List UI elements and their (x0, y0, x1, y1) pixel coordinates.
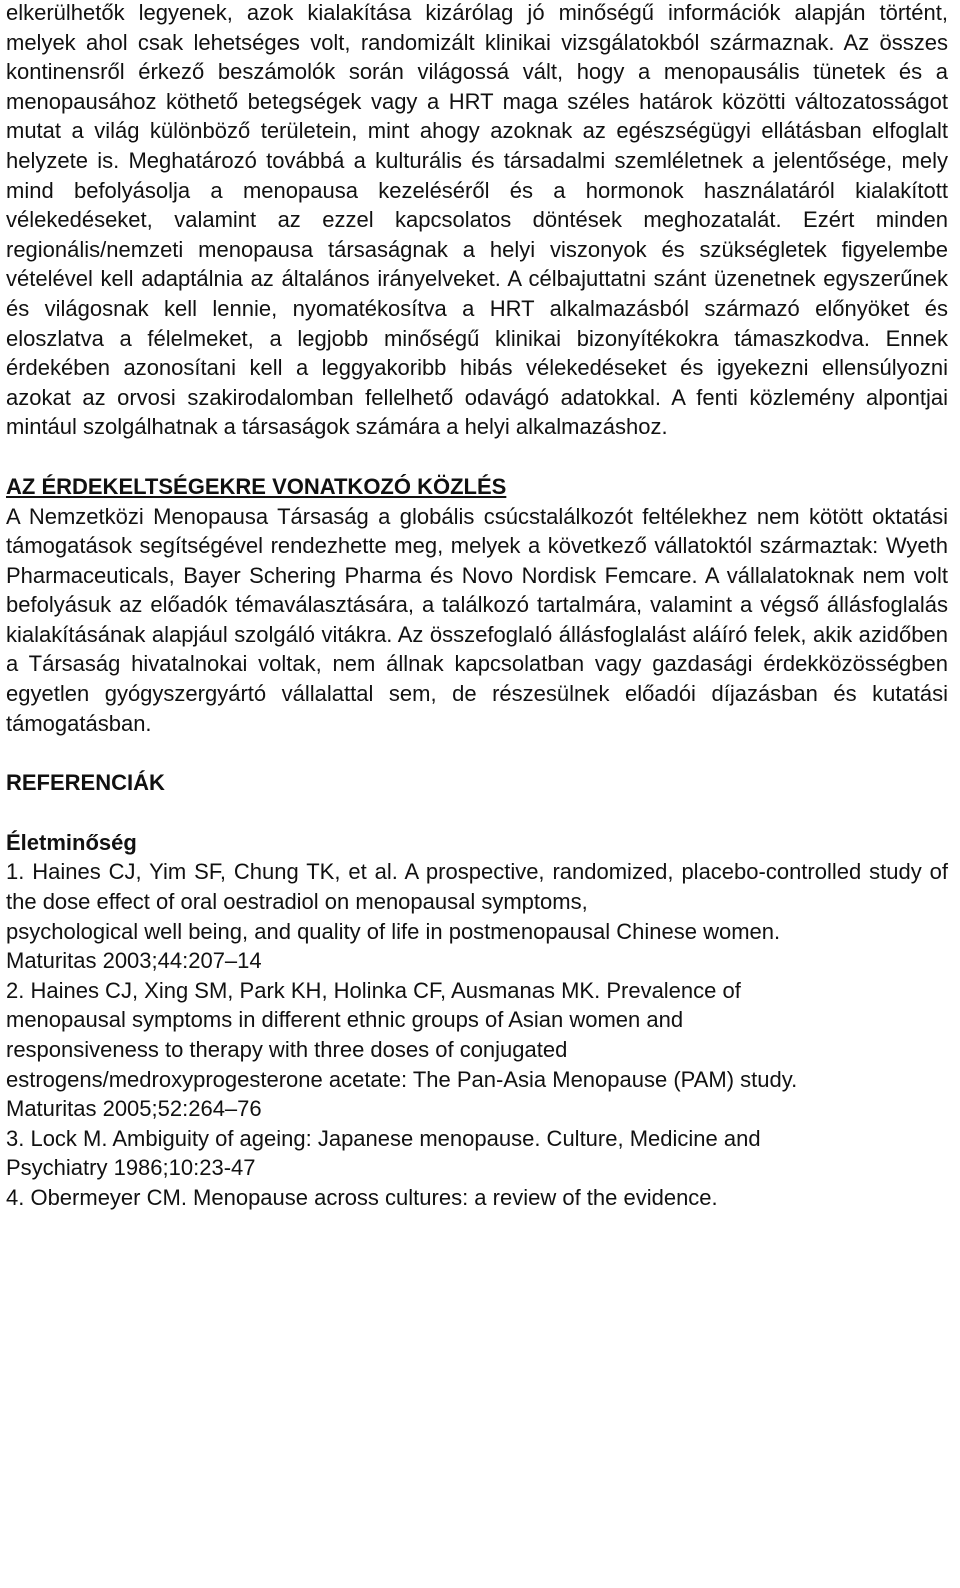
references-subheading: Életminőség (6, 829, 137, 855)
reference-line: 3. Lock M. Ambiguity of ageing: Japanese menopause. Culture, Medicine and (6, 1125, 761, 1151)
references-heading: REFERENCIÁK (6, 770, 165, 796)
reference-line: Psychiatry 1986;10:23-47 (6, 1155, 256, 1181)
reference-item (6, 857, 948, 975)
reference-item (6, 976, 948, 1124)
reference-item (6, 1183, 948, 1213)
disclosure-heading: AZ ÉRDEKELTSÉGEKRE VONATKOZÓ KÖZLÉS (6, 473, 507, 499)
reference-line: 4. Obermeyer CM. Menopause across cultures: a review of the evidence. (6, 1184, 718, 1210)
section-spacer (6, 798, 948, 828)
reference-line: 1. Haines CJ, Yim SF, Chung TK, et al. A prospective, randomized, placebo-controlled study of the dose effect of oral oestradiol on menopausal symptoms, (6, 859, 948, 915)
disclosure-paragraph: A Nemzetközi Menopausa Társaság a globális csúcstalálkozót feltélekhez nem kötött oktatási támogatások segítségével rendezhette meg, melyek a következő vállatoktól származtak: Wyeth Pharmaceuticals, Bayer Schering Pharma és Novo Nordisk Femcare. A vállalatoknak nem volt befolyásuk az előadók témaválasztására, a találkozó tartalmára, valamint a végső állásfoglalás kialakításának alapjául szolgáló vitákra. Az összefoglaló állásfoglalást aláíró felek, akik azidőben a Társaság hivatalnokai voltak, nem állnak kapcsolatban vagy gazdasági érdekközösségben egyetlen gyógyszergyártó vállalattal sem, de részesülnek előadói díjazásban és kutatási támogatásban. (6, 503, 948, 736)
document-page (6, 0, 948, 1213)
reference-line: psychological well being, and quality of life in postmenopausal Chinese women. (6, 918, 781, 944)
reference-line: Maturitas 2005;52:264–76 (6, 1096, 262, 1122)
reference-line: responsiveness to therapy with three doses of conjugated (6, 1037, 568, 1062)
intro-paragraph: elkerülhetők legyenek, azok kialakítása kizárólag jó minőségű információk alapján történt, melyek ahol csak lehetséges volt, randomizált klinikai vizsgálatokból származnak. Az összes kontinensről érkező beszámolók során világossá vált, hogy a menopausális tünetek és a menopausához köthető betegségek vagy a HRT maga széles határok közötti változatosságot mutat a világ különböző területein, mint ahogy azoknak az egészségügyi ellátásban elfoglalt helyzete is. Meghatározó továbbá a kulturális és társadalmi szemléletnek a jelentősége, mely mind befolyásolja a menopausa kezeléséről és a hormonok használatáról kialakított vélekedéseket, valamint az ezzel kapcsolatos döntések meghozatalát. Ezért minden regionális/nemzeti menopausa társaságnak a helyi viszonyok és szükségletek figyelembe vételével kell adaptálnia az általános irányelveket. A célbajuttatni szánt üzenetnek egyszerűnek és világosnak kell lennie, nyomatékosítva a HRT alkalmazásból származó előnyöket és eloszlatva a félelmeket, a legjobb minőségű klinikai bizonyítékokra támaszkodva. Ennek érdekében azonosítani kell a leggyakoribb hibás vélekedéseket és igyekezni ellensúlyozni azokat az orvosi szakirodalomban fellelhető odavágó adatokkal. A fenti közlemény alpontjai mintául szolgálhatnak a társaságok számára a helyi alkalmazáshoz. (6, 0, 948, 440)
reference-line: Maturitas 2003;44:207–14 (6, 948, 262, 974)
reference-list (6, 857, 948, 1212)
section-spacer (6, 738, 948, 768)
section-spacer (6, 442, 948, 472)
reference-line: menopausal symptoms in different ethnic groups of Asian women and (6, 1007, 684, 1033)
reference-line: estrogens/medroxyprogesterone acetate: The Pan-Asia Menopause (PAM) study. (6, 1066, 798, 1092)
reference-item (6, 1124, 948, 1183)
reference-line: 2. Haines CJ, Xing SM, Park KH, Holinka CF, Ausmanas MK. Prevalence of (6, 977, 741, 1003)
